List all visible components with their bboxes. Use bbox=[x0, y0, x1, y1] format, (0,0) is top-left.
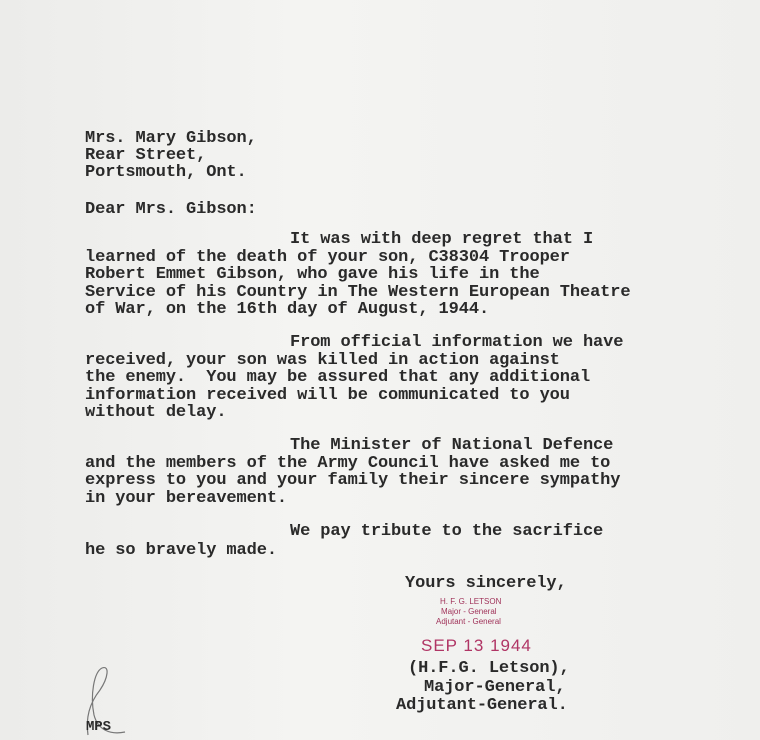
paragraph-line: he so bravely made. bbox=[85, 541, 277, 560]
stamp-title: Adjutant - General bbox=[436, 617, 501, 626]
paragraph-line: It was with deep regret that I bbox=[290, 230, 594, 249]
signature-line: Major-General, bbox=[424, 678, 566, 697]
date-stamp: SEP 13 1944 bbox=[421, 636, 532, 655]
stamp-rank: Major - General bbox=[441, 607, 497, 616]
paragraph-line: and the members of the Army Council have asked me to bbox=[85, 454, 611, 473]
paragraph-line: express to you and your family their sincere sympathy bbox=[85, 471, 621, 490]
paragraph-line: Robert Emmet Gibson, who gave his life in the bbox=[85, 265, 540, 284]
signature-line: Adjutant-General. bbox=[396, 696, 568, 715]
stamp-name: H. F. G. LETSON bbox=[440, 597, 502, 606]
address-line: Portsmouth, Ont. bbox=[85, 163, 247, 182]
typist-initials: MPS bbox=[86, 719, 111, 735]
paragraph-line: of War, on the 16th day of August, 1944. bbox=[85, 300, 490, 319]
signature-line: (H.F.G. Letson), bbox=[408, 659, 570, 678]
paragraph-line: Service of his Country in The Western European Theatre bbox=[85, 283, 631, 302]
paragraph-line: received, your son was killed in action against bbox=[85, 351, 560, 370]
paragraph-line: From official information we have bbox=[290, 333, 624, 352]
salutation: Dear Mrs. Gibson: bbox=[85, 200, 257, 219]
paragraph-line: without delay. bbox=[85, 403, 227, 422]
address-line: Mrs. Mary Gibson, bbox=[85, 129, 257, 148]
paragraph-line: information received will be communicated to you bbox=[85, 386, 570, 405]
paragraph-line: the enemy. You may be assured that any additional bbox=[85, 368, 591, 387]
paragraph-line: The Minister of National Defence bbox=[290, 436, 614, 455]
closing: Yours sincerely, bbox=[405, 574, 567, 593]
paragraph-line: We pay tribute to the sacrifice bbox=[290, 522, 604, 541]
paragraph-line: in your bereavement. bbox=[85, 489, 288, 508]
paragraph-line: learned of the death of your son, C38304 Trooper bbox=[85, 248, 570, 267]
address-line: Rear Street, bbox=[85, 146, 207, 165]
